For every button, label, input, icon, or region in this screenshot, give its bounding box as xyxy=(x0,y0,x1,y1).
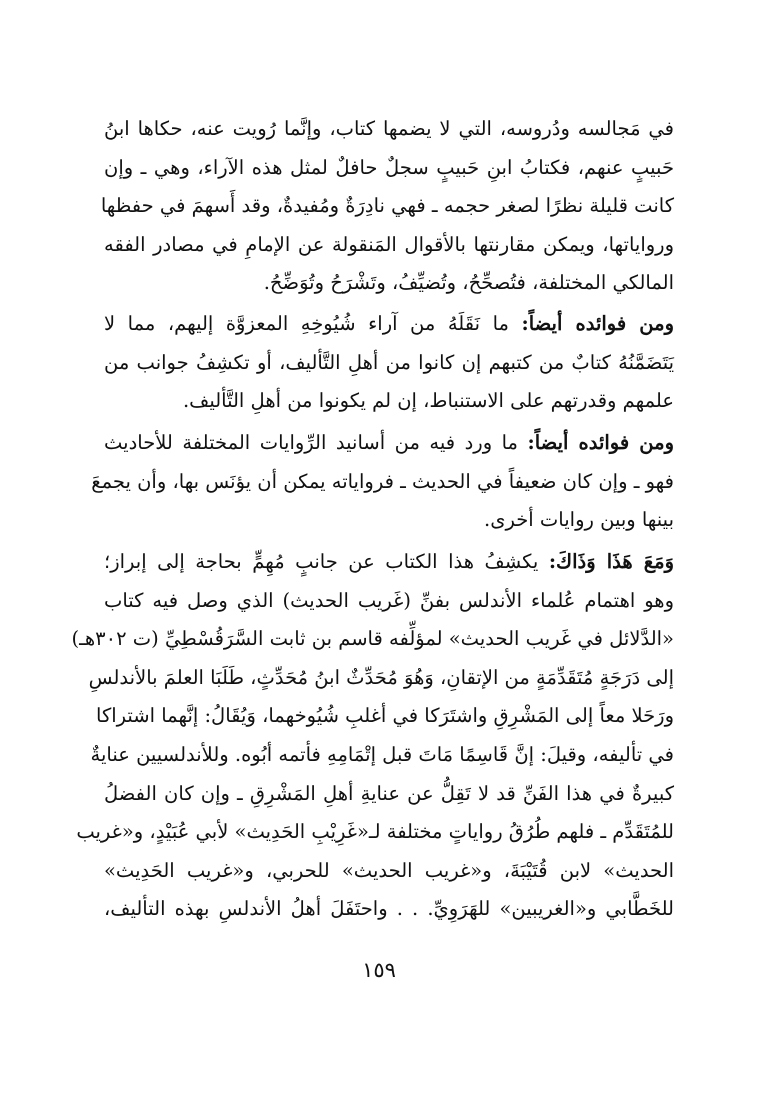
paragraph-lead: وَمَعَ هَذَا وَذَاكَ: xyxy=(548,550,674,573)
text-line: إلى دَرَجَةٍ مُتَقَدِّمَةٍ من الإتقانِ، وَهُوَ مُحَدِّثٌ ابنُ مُحَدِّثٍ، طَلَبَا العلمَ بالأندلسِ xyxy=(88,665,674,689)
paragraph-2 xyxy=(104,305,674,421)
page-number: ١٥٩ xyxy=(362,958,396,982)
text-line-content: ما ورد فيه من أسانيد الرِّوايات المختلفة للأحاديث xyxy=(104,431,518,454)
text-line-with-lead xyxy=(104,305,674,344)
text-line-content: يكشِفُ هذا الكتاب عن جانبٍ مُهِمٍّ بحاجة إلى إبراز؛ xyxy=(104,550,539,573)
text-line-with-lead xyxy=(104,543,674,582)
text-line: ورَحَلا معاً إلى المَشْرِقِ واشتَرَكا في أغلبِ شُيُوخهما، وَيُقَالُ: إنَّهما اشتراكا xyxy=(96,704,674,728)
text-line: للمُتَقَدِّم ـ فلهم طُرُقُ رواياتٍ مختلفة لـ«غَرِيْبِ الحَدِيث» لأبي عُبَيْدٍ، و«غريب xyxy=(76,820,674,844)
text-line: حَبيبٍ عنهم، فكتابُ ابنِ حَبيبٍ سجلٌ حافلٌ لمثل هذه الآراء، وهي ـ وإن xyxy=(104,155,674,179)
paragraph-1 xyxy=(100,110,674,303)
text-line: كانت قليلة نظرًا لصغر حجمه ـ فهي نادِرَةٌ ومُفيدةٌ، وقد أَسهمَ في حفظها xyxy=(100,194,674,218)
text-line-content: ما نَقَلَهُ من آراء شُيُوخِهِ المعزوَّة إليهم، مما لا xyxy=(104,312,509,335)
text-line: يَتَضَمَّنُهُ كتابٌ من كتبهم إن كانوا من أهلِ التَّأليف، أو تكشِفُ جوانب من xyxy=(104,350,674,374)
text-line: بينها وبين روايات أخرى. xyxy=(484,508,674,532)
paragraph-lead: ومن فوائده أيضاً: xyxy=(521,312,675,335)
paragraph-lead: ومن فوائده أيضاً: xyxy=(527,431,674,454)
paragraph-4 xyxy=(71,543,674,929)
text-line: علمهم وقدرتهم على الاستنباط، إن لم يكونوا من أهلِ التَّأليف. xyxy=(182,389,674,413)
text-line: في تأليفه، وقيلَ: إنَّ قَاسِمًا مَاتَ قبل إتْمَامِهِ فأتمه أبُوه. وللأندلسيين عنايةٌ xyxy=(90,742,674,766)
text-line: كبيرةٌ في هذا الفَنِّ قد لا تَقِلُّ عن عنايةِ أهلِ المَشْرِقِ ـ وإن كان الفضلُ xyxy=(104,781,674,805)
text-line: «الدَّلائل في غَريب الحديث» لمؤلِّفه قاسم بن ثابت السَّرَقُسْطِيِّ (ت ٣٠٢هـ) xyxy=(71,627,674,651)
text-line: للخَطَّابي و«الغريبين» للهَرَوِيِّ. . . واحتَفَلَ أهلُ الأندلسِ بهذه التأليف، xyxy=(104,897,674,921)
text-line: المالكي المختلفة، فتُصحِّحُ، وتُضيِّفُ، وتَشْرَحُ وتُوَضِّحُ. xyxy=(263,271,674,295)
text-line: الحديث» لابن قُتَيْبَةَ، و«غريب الحديث» للحربي، و«غريب الحَدِيث» xyxy=(104,858,674,882)
paragraph-3 xyxy=(91,424,674,540)
text-line: في مَجالسه ودُروسه، التي لا يضمها كتاب، وإنَّما رُويت عنه، حكاها ابنُ xyxy=(104,117,674,140)
text-line: وهو اهتمام عُلماء الأندلس بفنِّ (غَريب الحديث) الذي وصل فيه كتاب xyxy=(104,588,674,612)
text-line: ورواياتها، ويمكن مقارنتها بالأقوال المَنقولة عن الإمامِ في مصادر الفقه xyxy=(104,232,674,256)
text-line-with-lead xyxy=(104,424,674,463)
text-line: فهو ـ وإن كان ضعيفاً في الحديث ـ فرواياته يمكن أن يؤنَس بها، وأن يجمعَ xyxy=(91,469,674,493)
